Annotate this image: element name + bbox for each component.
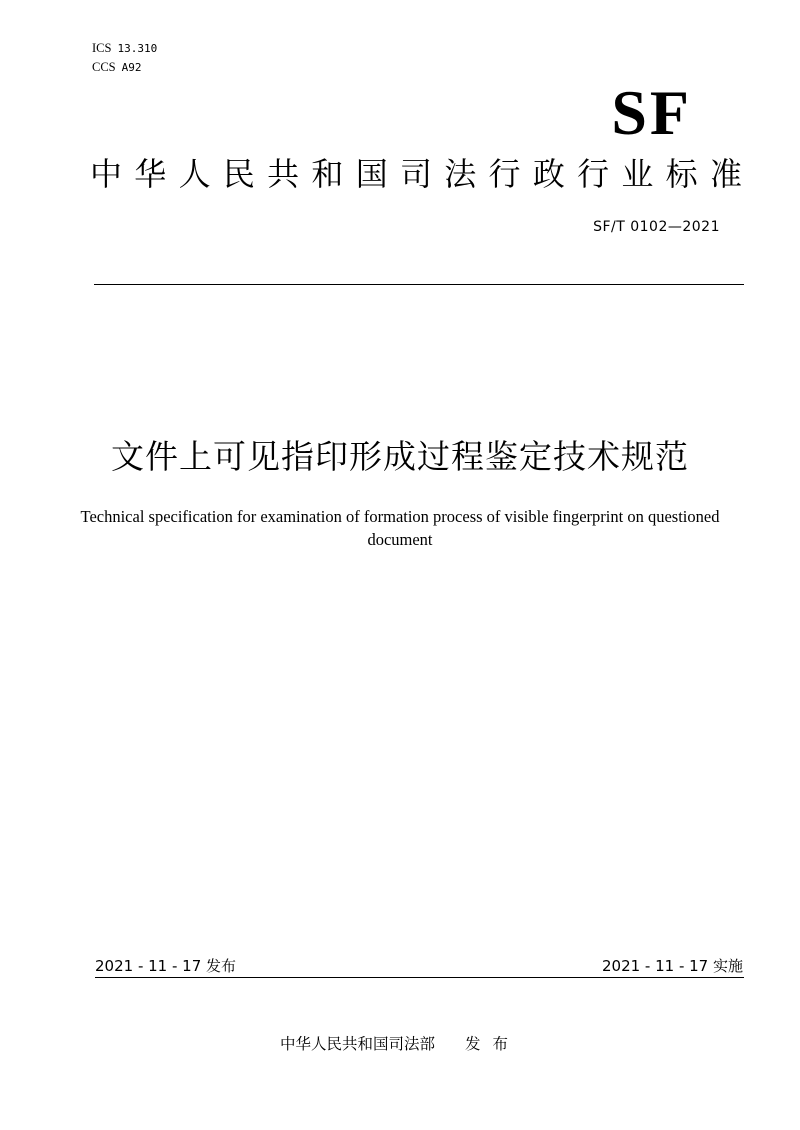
ccs-code: A92 <box>121 61 142 74</box>
standard-type-heading <box>90 152 742 196</box>
issue-date: 2021 - 11 - 17 发布 <box>95 957 237 975</box>
standard-type-char: 政 <box>532 155 565 193</box>
ics-label: ICS <box>92 41 112 55</box>
ics-line <box>92 39 157 58</box>
standard-number: SF/T 0102—2021 <box>593 219 720 235</box>
standard-type-char: 民 <box>222 155 255 193</box>
title-chinese: 文件上可见指印形成过程鉴定技术规范 <box>111 437 689 476</box>
publisher-action: 发布 <box>465 1035 521 1053</box>
publisher-line <box>0 1032 800 1054</box>
classification-codes <box>92 39 157 77</box>
standard-type-char: 国 <box>355 155 388 193</box>
standard-type-char: 司 <box>399 155 432 193</box>
standard-type-char: 行 <box>577 155 610 193</box>
standard-type-char: 共 <box>267 155 300 193</box>
standard-type-char: 准 <box>709 155 742 193</box>
title-english: Technical specification for examination of formation process of visible fingerprint on questioned document <box>80 507 720 549</box>
bottom-divider <box>95 977 744 978</box>
standard-type-char: 行 <box>488 155 521 193</box>
standard-type-char: 中 <box>90 155 123 193</box>
standard-type-char: 业 <box>621 155 654 193</box>
standard-type-char: 和 <box>311 155 344 193</box>
top-divider <box>94 284 744 285</box>
standard-type-char: 人 <box>178 155 211 193</box>
implementation-date: 2021 - 11 - 17 实施 <box>601 957 743 975</box>
standard-type-char: 法 <box>444 155 477 193</box>
standard-type-char: 标 <box>665 155 698 193</box>
standard-type-char: 华 <box>134 155 167 193</box>
ics-code: 13.310 <box>117 42 158 55</box>
ccs-line <box>92 58 157 77</box>
publisher-name: 中华人民共和国司法部 <box>279 1035 435 1053</box>
sf-logo: SF <box>611 77 692 148</box>
ccs-label: CCS <box>92 60 116 74</box>
